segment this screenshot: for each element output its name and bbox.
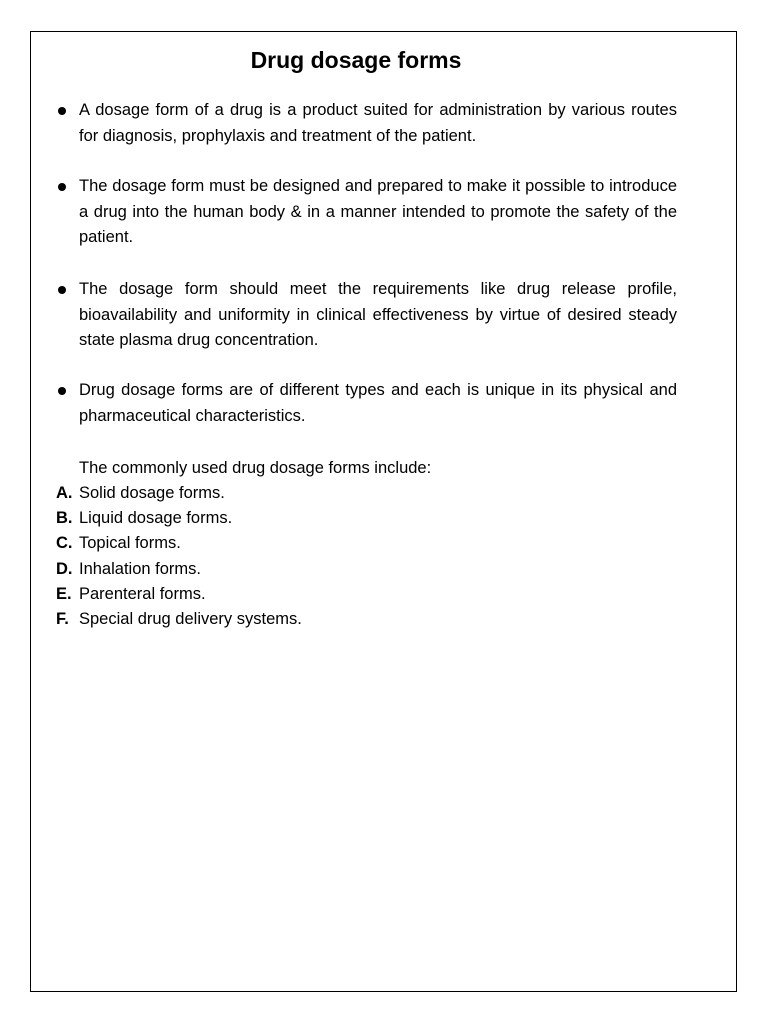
list-item: [56, 481, 302, 506]
page-title: Drug dosage forms: [250, 47, 462, 73]
bullet-dot: [58, 286, 66, 294]
list-item-letter: A.: [56, 484, 73, 502]
list-item-letter: F.: [56, 609, 69, 628]
list-item-text: Special drug delivery systems.: [79, 609, 302, 628]
bullet-paragraph: A dosage form of a drug is a product suited for administration by various routes for diagnosis, prophylaxis and treatment of the patient.: [79, 101, 677, 145]
list-item-text: Topical forms.: [79, 534, 181, 553]
list-item-letter: C.: [56, 534, 73, 553]
list-item-text: Solid dosage forms.: [79, 484, 225, 502]
bullet-paragraph: The dosage form should meet the requirements like drug release profile, bioavailability and uniformity in clinical effectiveness by virtue of desired steady state plasma drug concentration.: [79, 280, 677, 349]
bullet-dot: [58, 183, 66, 191]
list-item: [56, 582, 302, 607]
list-item-text: Parenteral forms.: [79, 584, 206, 603]
list-item-letter: B.: [56, 509, 73, 528]
bullet-paragraph: Drug dosage forms are of different types and each is unique in its physical and pharmaceutical characteristics.: [79, 381, 677, 425]
bullet-dot: [58, 387, 66, 395]
list-item: [56, 531, 302, 556]
list-item: [56, 506, 302, 531]
bullet-dot: [58, 107, 66, 115]
list-item-letter: D.: [56, 559, 73, 578]
list-item: [56, 607, 302, 632]
list-item-text: Inhalation forms.: [79, 559, 201, 578]
list-item-letter: E.: [56, 584, 72, 603]
list-item-text: Liquid dosage forms.: [79, 509, 233, 528]
dosage-forms-intro: The commonly used drug dosage forms include:: [79, 459, 432, 477]
list-item: [56, 557, 302, 582]
dosage-forms-list: [56, 481, 302, 632]
bullet-paragraph: The dosage form must be designed and prepared to make it possible to introduce a drug into the human body & in a manner intended to promote the safety of the patient.: [79, 177, 677, 246]
